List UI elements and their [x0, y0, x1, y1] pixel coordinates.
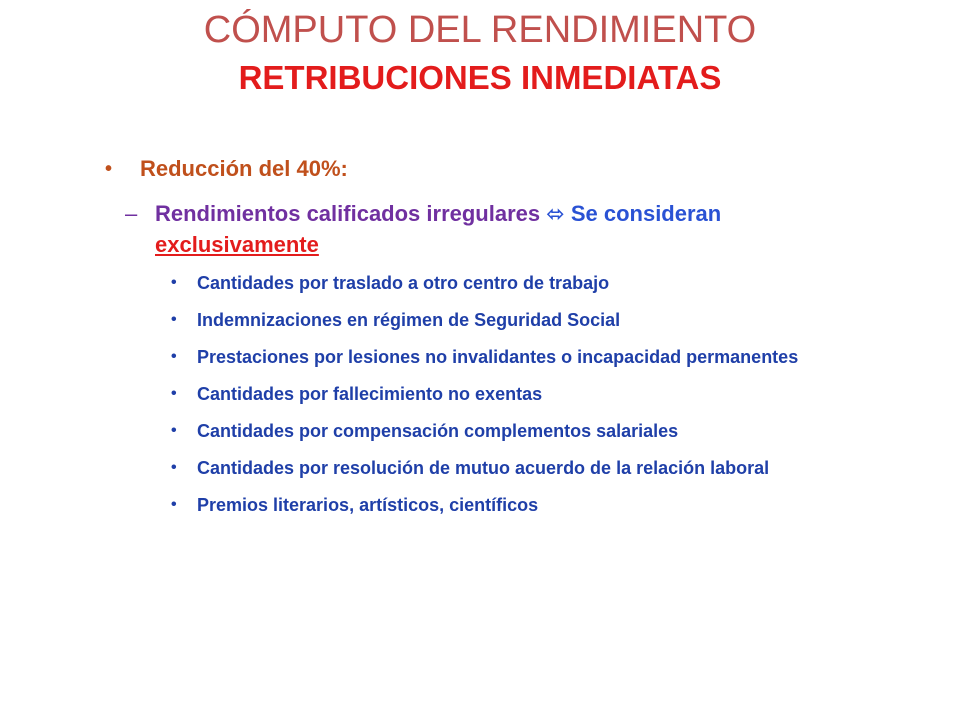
page-subtitle: RETRIBUCIONES INMEDIATAS [238, 59, 722, 96]
bullet-icon: • [105, 158, 113, 180]
bullet-icon: • [171, 496, 177, 513]
level2-text-blue: Se consideran [570, 201, 722, 226]
list-item [171, 418, 885, 444]
list-item-text: Cantidades por compensación complementos salariales [197, 421, 679, 441]
title-block [0, 4, 960, 100]
list-item-text: Cantidades por resolución de mutuo acuerdo de la relación laboral [197, 458, 770, 478]
list-item [171, 307, 885, 333]
page-title: CÓMPUTO DEL RENDIMIENTO [203, 9, 757, 51]
bullet-icon: • [171, 348, 177, 365]
bullet-icon: • [171, 459, 177, 476]
items-list [171, 270, 885, 518]
list-item [171, 455, 885, 481]
level2-text-purple: Rendimientos calificados irregulares [155, 201, 541, 226]
bullet-icon: • [171, 274, 177, 291]
bullet-level1 [105, 152, 885, 186]
list-item-text: Cantidades por fallecimiento no exentas [197, 384, 543, 404]
list-item-text: Indemnizaciones en régimen de Seguridad Social [197, 310, 621, 330]
level2-text-emphasis: exclusivamente [155, 232, 319, 257]
list-item-text: Premios literarios, artísticos, científicos [197, 495, 539, 515]
list-item [171, 381, 885, 407]
list-item [171, 492, 885, 518]
list-item [171, 270, 885, 296]
content-body [105, 152, 885, 529]
list-item [171, 344, 885, 370]
bullet-level2 [125, 198, 885, 260]
bullet-icon: • [171, 311, 177, 328]
dash-icon: – [125, 201, 138, 226]
double-arrow-icon: ⬄ [546, 201, 565, 226]
bullet-icon: • [171, 385, 177, 402]
list-item-text: Cantidades por traslado a otro centro de trabajo [197, 273, 610, 293]
level1-text: Reducción del 40%: [140, 156, 348, 181]
bullet-icon: • [171, 422, 177, 439]
list-item-text: Prestaciones por lesiones no invalidantes o incapacidad permanentes [197, 347, 799, 367]
